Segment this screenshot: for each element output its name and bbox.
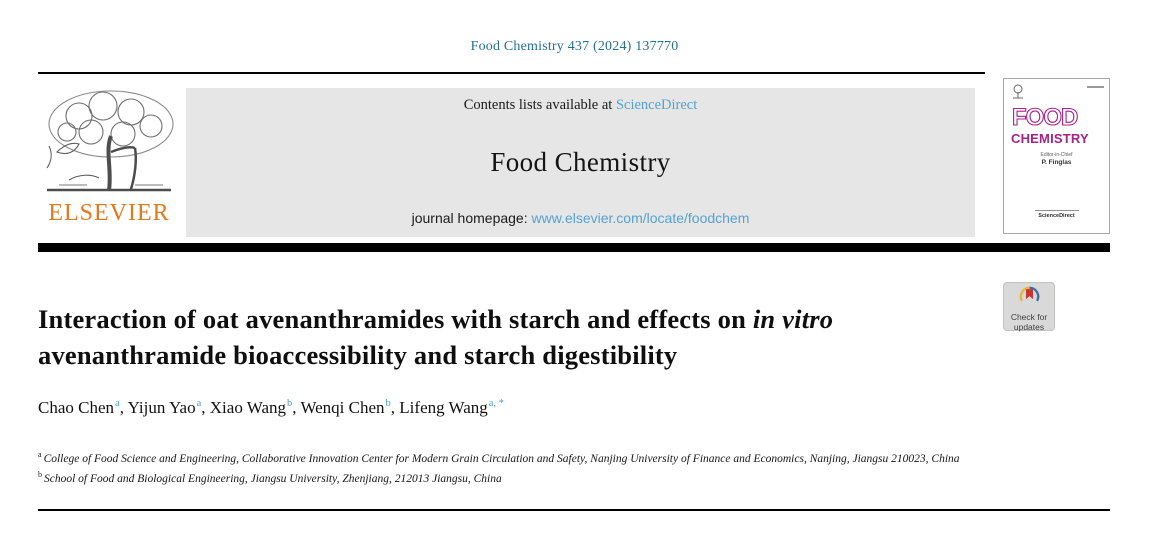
homepage-label: journal homepage: <box>411 210 532 226</box>
journal-citation: Food Chemistry 437 (2024) 137770 <box>470 39 679 54</box>
affiliation-list <box>38 447 978 487</box>
contents-text: Contents lists available at <box>463 97 616 113</box>
cover-sciencedirect-brand: ScienceDirect <box>1038 213 1075 219</box>
cover-fineprint <box>1004 210 1109 219</box>
sciencedirect-link[interactable]: ScienceDirect <box>615 97 698 113</box>
cover-title-word2: CHEMISTRY <box>1011 131 1089 146</box>
cover-fineprint-line <box>1035 210 1079 211</box>
cover-tree-icon <box>1011 84 1025 105</box>
crossmark-icon <box>1019 286 1040 312</box>
affiliation-b: $^b$ School of Food and Biological Engineering, Jiangsu University, Zhenjiang, 212013 Jiangsu, China <box>38 469 502 485</box>
journal-cover-thumbnail <box>1003 78 1110 234</box>
author: Lifeng Wang$^{a, *}$ <box>399 398 504 417</box>
author-affiliation-sup: a <box>196 398 202 410</box>
author: Xiao Wang$^b$, <box>209 398 301 417</box>
author: Chao Chen$^a$, <box>38 398 128 417</box>
contents-line <box>464 97 698 114</box>
elsevier-tree-icon <box>33 86 185 198</box>
affiliation-a: $^a$ College of Food Science and Engineering, Collaborative Innovation Center for Modern Grain Circulation and Safety, Nanjing University of Finance and Economics, Nanjing, Jiangsu 210023, China <box>38 450 960 465</box>
affiliation-sup: a <box>38 450 42 459</box>
header-divider-bar <box>38 243 1110 252</box>
badge-label-line1: Check for <box>1010 312 1048 322</box>
cover-issn-line <box>1087 86 1104 88</box>
page-bottom-rule <box>38 509 1110 511</box>
author-affiliation-sup: b <box>287 398 293 410</box>
elsevier-logo <box>33 86 185 227</box>
affiliation-sup: b <box>38 469 42 479</box>
article-title <box>38 301 943 373</box>
author: Wenqi Chen$^b$, <box>300 398 400 417</box>
author-affiliation-sup: a, * <box>488 398 504 410</box>
author: Yijun Yao$^a$, <box>127 398 210 417</box>
author-affiliation-sup: b <box>385 398 391 410</box>
badge-label <box>1011 313 1047 332</box>
journal-banner <box>186 88 975 237</box>
cover-editor-label: Editor-in-Chief <box>1040 152 1073 158</box>
cover-title-word1: FOOD <box>1012 104 1078 131</box>
article-title-italic: in vitro <box>752 304 834 334</box>
homepage-line <box>412 210 750 226</box>
badge-label-line2: updates <box>1013 321 1045 332</box>
author-list <box>38 398 998 418</box>
article-title-part2: avenanthramide bioaccessibility and starch digestibility <box>38 340 678 370</box>
header-top-rule <box>38 72 985 74</box>
check-for-updates-badge[interactable] <box>1003 282 1055 331</box>
cover-editor-name: P. Finglas <box>1041 159 1072 166</box>
article-title-part1: Interaction of oat avenanthramides with starch and effects on <box>38 304 753 334</box>
author-affiliation-sup: a <box>115 398 120 410</box>
banner-journal-title: Food Chemistry <box>490 146 671 177</box>
elsevier-wordmark: ELSEVIER <box>48 200 170 226</box>
homepage-url-link[interactable]: www.elsevier.com/locate/foodchem <box>531 210 750 226</box>
